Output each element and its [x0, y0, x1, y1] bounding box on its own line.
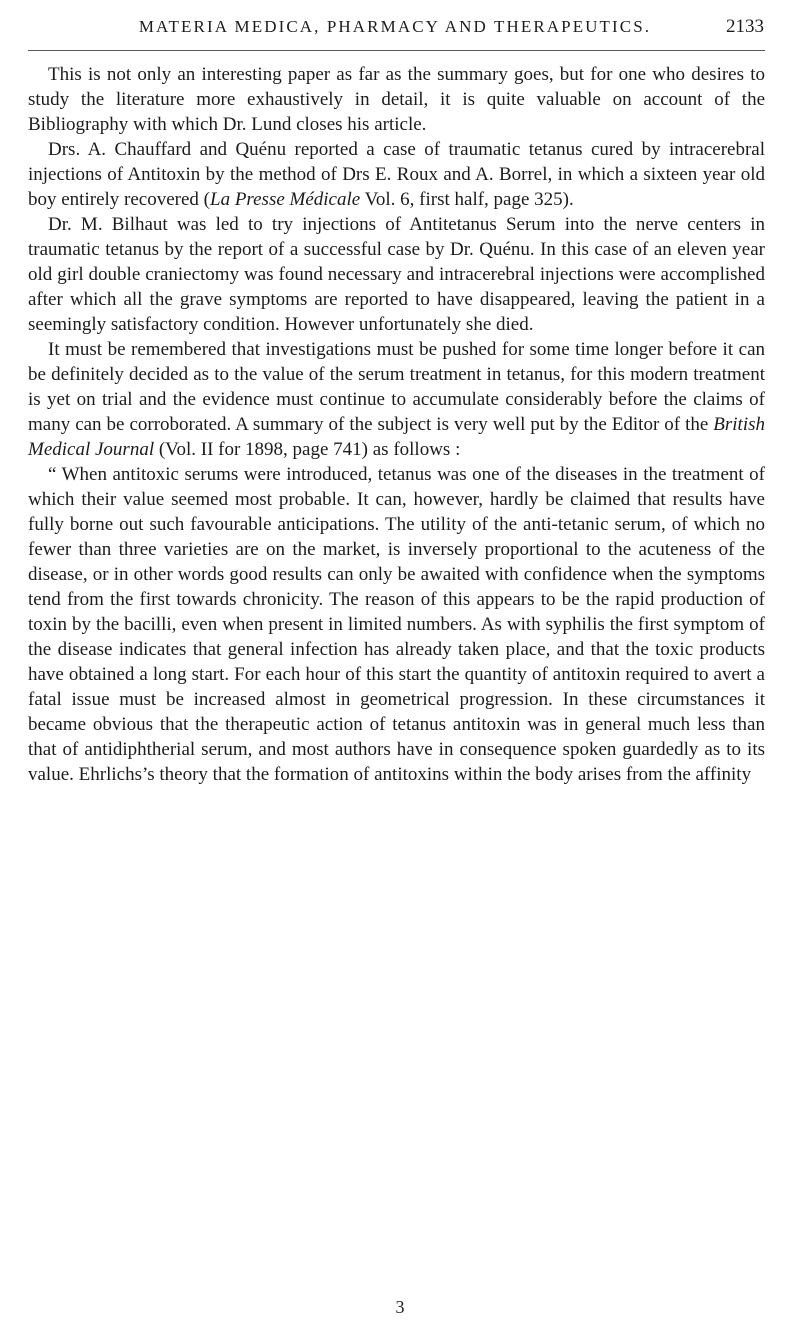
- paragraph-5-quotation: [28, 462, 765, 787]
- paragraph-2-text-a: Drs. A. Chauffard and Quénu reported a case of traumatic tetanus cured by intracerebral injections of Antitoxin by the method of Drs E. Roux and A. Borrel, in which a sixteen year old boy entirely recovered (: [28, 139, 765, 210]
- paragraph-4-text-b: (Vol. II for 1898, page 741) as follows :: [154, 439, 461, 460]
- journal-title-la-presse-medicale: La Presse Médicale: [210, 189, 361, 210]
- paragraph-3: [28, 212, 765, 337]
- paragraph-2: [28, 137, 765, 212]
- running-head-title: MATERIA MEDICA, PHARMACY AND THERAPEUTICS.: [138, 17, 652, 36]
- running-head: [64, 14, 764, 40]
- body-text: [28, 62, 765, 787]
- header-rule: [28, 50, 765, 51]
- paragraph-1: [28, 62, 765, 137]
- journal-title-british-medical-journal: British Medical Journal: [28, 414, 765, 460]
- signature-mark: 3: [395, 1297, 405, 1317]
- paragraph-3-text: Dr. M. Bilhaut was led to try injections of Antitetanus Serum into the nerve centers in traumatic tetanus by the report of a successful case by Dr. Quénu. In this case of an eleven year old girl double craniectomy was found necessary and intracerebral injections were accomplished after which all the grave symptoms are reported to have disappeared, leaving the patient in a seemingly satisfactory condition. However unfortunately she died.: [28, 214, 765, 335]
- paragraph-2-text-b: Vol. 6, first half, page 325).: [360, 189, 574, 210]
- paragraph-5-text: “ When antitoxic serums were introduced, tetanus was one of the diseases in the treatment of which their value seemed most probable. It can, however, hardly be claimed that results have fully borne out such favourable anticipations. The utility of the anti-tetanic serum, of which no fewer than three varieties are on the market, is inversely proportional to the acuteness of the disease, or in other words good results can only be awaited with confidence when the symptoms tend from the first towards chronicity. The reason of this appears to be the rapid production of toxin by the bacilli, even when present in limited numbers. As with syphilis the first symptom of the disease indicates that general infection has already taken place, and that the toxic products have obtained a long start. For each hour of this start the quantity of antitoxin required to avert a fatal issue must be increased almost in geometrical progression. In these circumstances it became obvious that the therapeutic action of tetanus antitoxin was in general much less than that of antidiphtherial serum, and most authors have in consequence spoken guardedly as to its value. Ehrlichs’s theory that the formation of antitoxins within the body arises from the affinity: [28, 464, 765, 785]
- paragraph-4: [28, 337, 765, 462]
- paragraph-1-text: This is not only an interesting paper as far as the summary goes, but for one who desires to study the literature more exhaustively in detail, it is quite valuable on account of the Bibliography with which Dr. Lund closes his article.: [28, 64, 765, 135]
- paragraph-4-text-a: It must be remembered that investigations must be pushed for some time longer before it can be definitely decided as to the value of the serum treatment in tetanus, for this modern treatment is yet on trial and the evidence must continue to accumulate considerably before the claims of many can be corroborated. A summary of the subject is very well put by the Editor of the: [28, 339, 765, 435]
- page-number: 2133: [726, 16, 764, 37]
